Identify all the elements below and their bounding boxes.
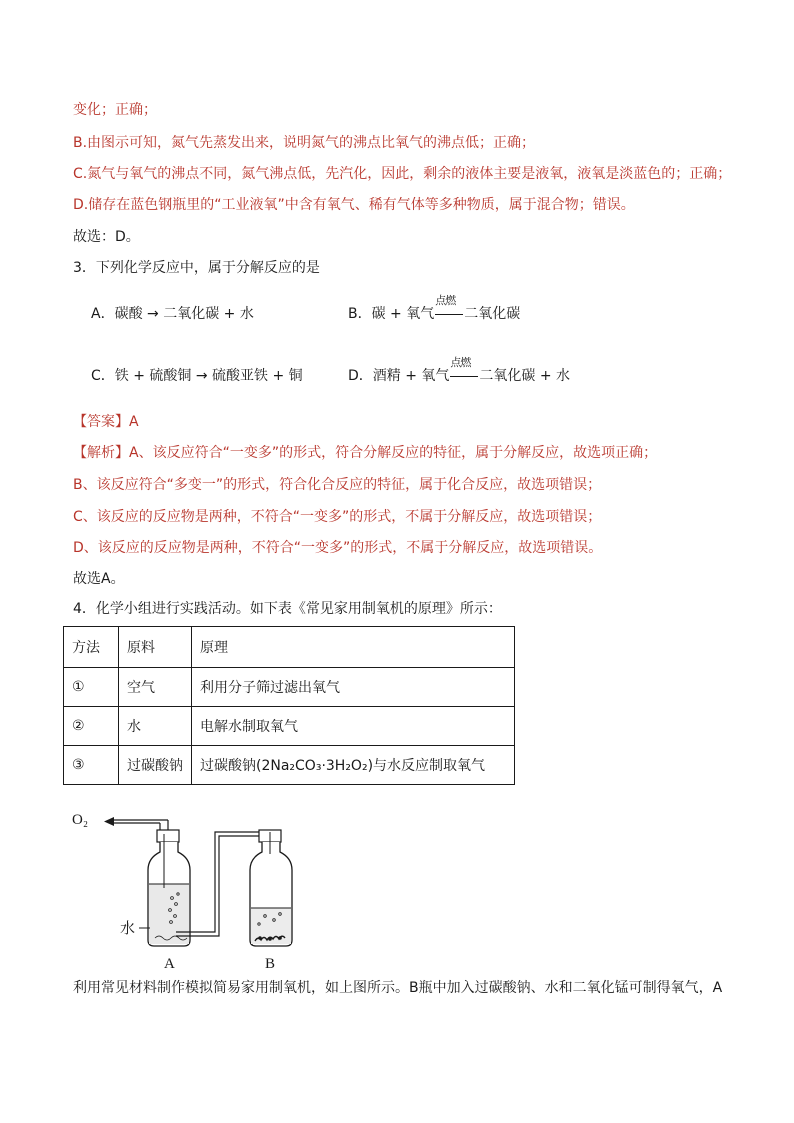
bottle-b-label: B [265, 956, 276, 972]
conclusion: 故选A。 [73, 571, 125, 587]
condition-label: 点燃 [450, 356, 471, 369]
table-cell: 过碳酸钠(2Na₂CO₃·3H₂O₂)与水反应制取氧气 [192, 746, 515, 785]
table-row [64, 746, 515, 785]
answer-value: A [129, 414, 139, 430]
bottom-text: 利用常见材料制作模拟简易家用制氧机，如上图所示。B瓶中加入过碳酸钠、水和二氧化锰可制得氧气，A [73, 980, 723, 996]
outlet-arrow [104, 817, 168, 826]
water-label: 水 [120, 921, 136, 937]
oxygen-machine-table [63, 626, 515, 785]
reaction-condition [449, 356, 479, 386]
table-header: 方法 [64, 627, 119, 668]
equals-bar [435, 314, 463, 315]
analysis-tag: 【解析】 [73, 445, 129, 461]
analysis-a: A、该反应符合“一变多”的形式，符合分解反应的特征，属于分解反应，故选项正确； [129, 445, 658, 461]
text-line: 变化；正确； [73, 102, 157, 118]
table-cell: ③ [64, 746, 119, 785]
answer-line [73, 412, 139, 432]
table-cell: 空气 [119, 668, 192, 707]
table-cell: 电解水制取氧气 [192, 707, 515, 746]
reaction-condition [434, 294, 464, 324]
analysis-c: C、该反应的反应物是两种，不符合“一变多”的形式，不属于分解反应，故选项错误； [73, 509, 602, 525]
analysis-line [73, 443, 657, 463]
table-header-row [64, 627, 515, 668]
table-cell: 利用分子筛过滤出氧气 [192, 668, 515, 707]
table-row [64, 668, 515, 707]
table-cell: ② [64, 707, 119, 746]
bottle-a [148, 830, 190, 946]
oxygen-apparatus-diagram [60, 808, 320, 974]
option-d-left: D．酒精 + 氧气 [348, 368, 450, 384]
equals-bar [450, 376, 478, 377]
question-3-stem: 3．下列化学反应中，属于分解反应的是 [73, 260, 320, 276]
table-header: 原料 [119, 627, 192, 668]
question-4-stem: 4．化学小组进行实践活动。如下表《常见家用制氧机的原理》所示： [73, 601, 502, 617]
text-line: C.氮气与氧气的沸点不同，氮气沸点低，先汽化，因此，剩余的液体主要是液氧，液氧是淡蓝色的；正确； [73, 166, 732, 182]
bottle-b [250, 830, 292, 946]
table-row [64, 707, 515, 746]
table-cell: ① [64, 668, 119, 707]
analysis-b: B、该反应符合“多变一”的形式，符合化合反应的特征，属于化合反应，故选项错误； [73, 477, 602, 493]
text-line: 故选：D。 [73, 229, 140, 245]
option-a: A．碳酸 → 二氧化碳 + 水 [91, 306, 254, 322]
table-cell: 过碳酸钠 [119, 746, 192, 785]
table-cell: 水 [119, 707, 192, 746]
condition-label: 点燃 [435, 294, 456, 307]
option-b [348, 294, 521, 324]
option-c: C．铁 + 硫酸铜 → 硫酸亚铁 + 铜 [91, 368, 303, 384]
analysis-d: D、该反应的反应物是两种，不符合“一变多”的形式，不属于分解反应，故选项错误。 [73, 540, 603, 556]
option-b-right: 二氧化碳 [464, 306, 521, 322]
option-b-left: B．碳 + 氧气 [348, 306, 435, 322]
o2-label: O₂ [72, 812, 89, 828]
answer-tag: 【答案】 [73, 414, 129, 430]
table-header: 原理 [192, 627, 515, 668]
option-d-right: 二氧化碳 + 水 [479, 368, 571, 384]
text-line: D.储存在蓝色钢瓶里的“工业液氧”中含有氧气、稀有气体等多种物质，属于混合物；错误。 [73, 197, 635, 213]
text-line: B.由图示可知，氮气先蒸发出来，说明氮气的沸点比氧气的沸点低；正确； [73, 135, 536, 151]
bottle-a-label: A [164, 956, 175, 972]
option-d [348, 356, 571, 386]
